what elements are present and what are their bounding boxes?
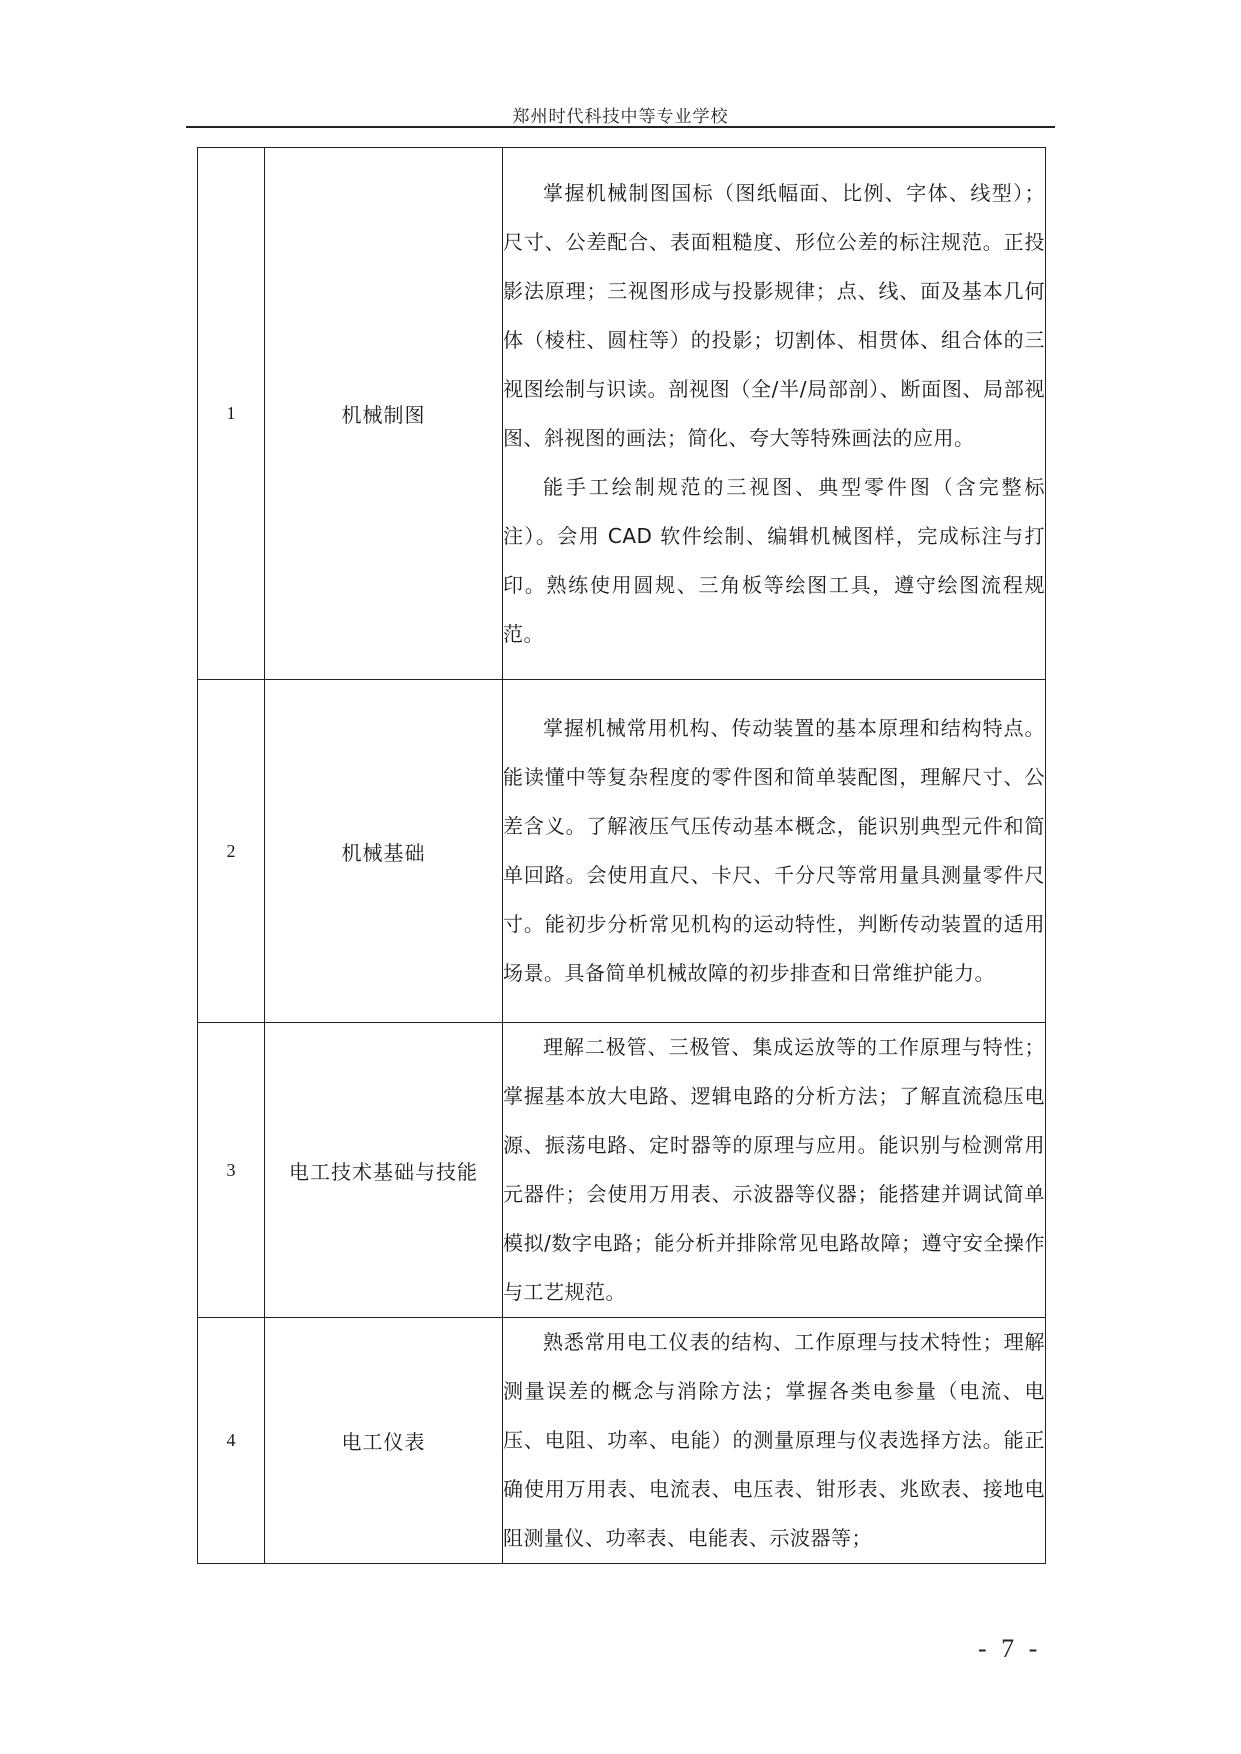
table-row [198, 1318, 1046, 1564]
course-name: 电工仪表 [265, 1318, 503, 1564]
course-description [503, 680, 1046, 1023]
table-row [198, 680, 1046, 1023]
row-number: 3 [198, 1023, 265, 1318]
course-description [503, 1023, 1046, 1318]
header-rule [186, 126, 1055, 128]
course-name: 电工技术基础与技能 [265, 1023, 503, 1318]
row-number: 2 [198, 680, 265, 1023]
course-description [503, 148, 1046, 680]
curriculum-table [197, 147, 1046, 1564]
description-paragraph: 能手工绘制规范的三视图、典型零件图（含完整标注）。会用 CAD 软件绘制、编辑机械图样，完成标注与打印。熟练使用圆规、三角板等绘图工具，遵守绘图流程规范。 [503, 474, 1045, 646]
page-header-title: 郑州时代科技中等专业学校 [512, 107, 729, 127]
page-number: - 7 - [978, 1634, 1042, 1663]
row-number: 4 [198, 1318, 265, 1564]
course-name: 机械制图 [265, 148, 503, 680]
description-paragraph: 理解二极管、三极管、集成运放等的工作原理与特性；掌握基本放大电路、逻辑电路的分析方法；了解直流稳压电源、振荡电路、定时器等的原理与应用。能识别与检测常用元器件；会使用万用表、示波器等仪器；能搭建并调试简单模拟/数字电路；能分析并排除常见电路故障；遵守安全操作与工艺规范。 [503, 1035, 1045, 1304]
course-description [503, 1318, 1046, 1564]
description-paragraph: 掌握机械制图国标（图纸幅面、比例、字体、线型）；尺寸、公差配合、表面粗糙度、形位公差的标注规范。正投影法原理；三视图形成与投影规律；点、线、面及基本几何体（棱柱、圆柱等）的投影；切割体、相贯体、组合体的三视图绘制与识读。剖视图（全/半/局部剖）、断面图、局部视图、斜视图的画法；简化、夸大等特殊画法的应用。 [503, 180, 1045, 450]
course-name: 机械基础 [265, 680, 503, 1023]
description-paragraph: 熟悉常用电工仪表的结构、工作原理与技术特性；理解测量误差的概念与消除方法；掌握各类电参量（电流、电压、电阻、功率、电能）的测量原理与仪表选择方法。能正确使用万用表、电流表、电压表、钳形表、兆欧表、接地电阻测量仪、功率表、电能表、示波器等； [503, 1330, 1045, 1550]
row-number: 1 [198, 148, 265, 680]
description-paragraph: 掌握机械常用机构、传动装置的基本原理和结构特点。能读懂中等复杂程度的零件图和简单装配图，理解尺寸、公差含义。了解液压气压传动基本概念，能识别典型元件和简单回路。会使用直尺、卡尺、千分尺等常用量具测量零件尺寸。能初步分析常见机构的运动特性，判断传动装置的适用场景。具备简单机械故障的初步排查和日常维护能力。 [503, 716, 1045, 985]
table-row [198, 1023, 1046, 1318]
table-row [198, 148, 1046, 680]
